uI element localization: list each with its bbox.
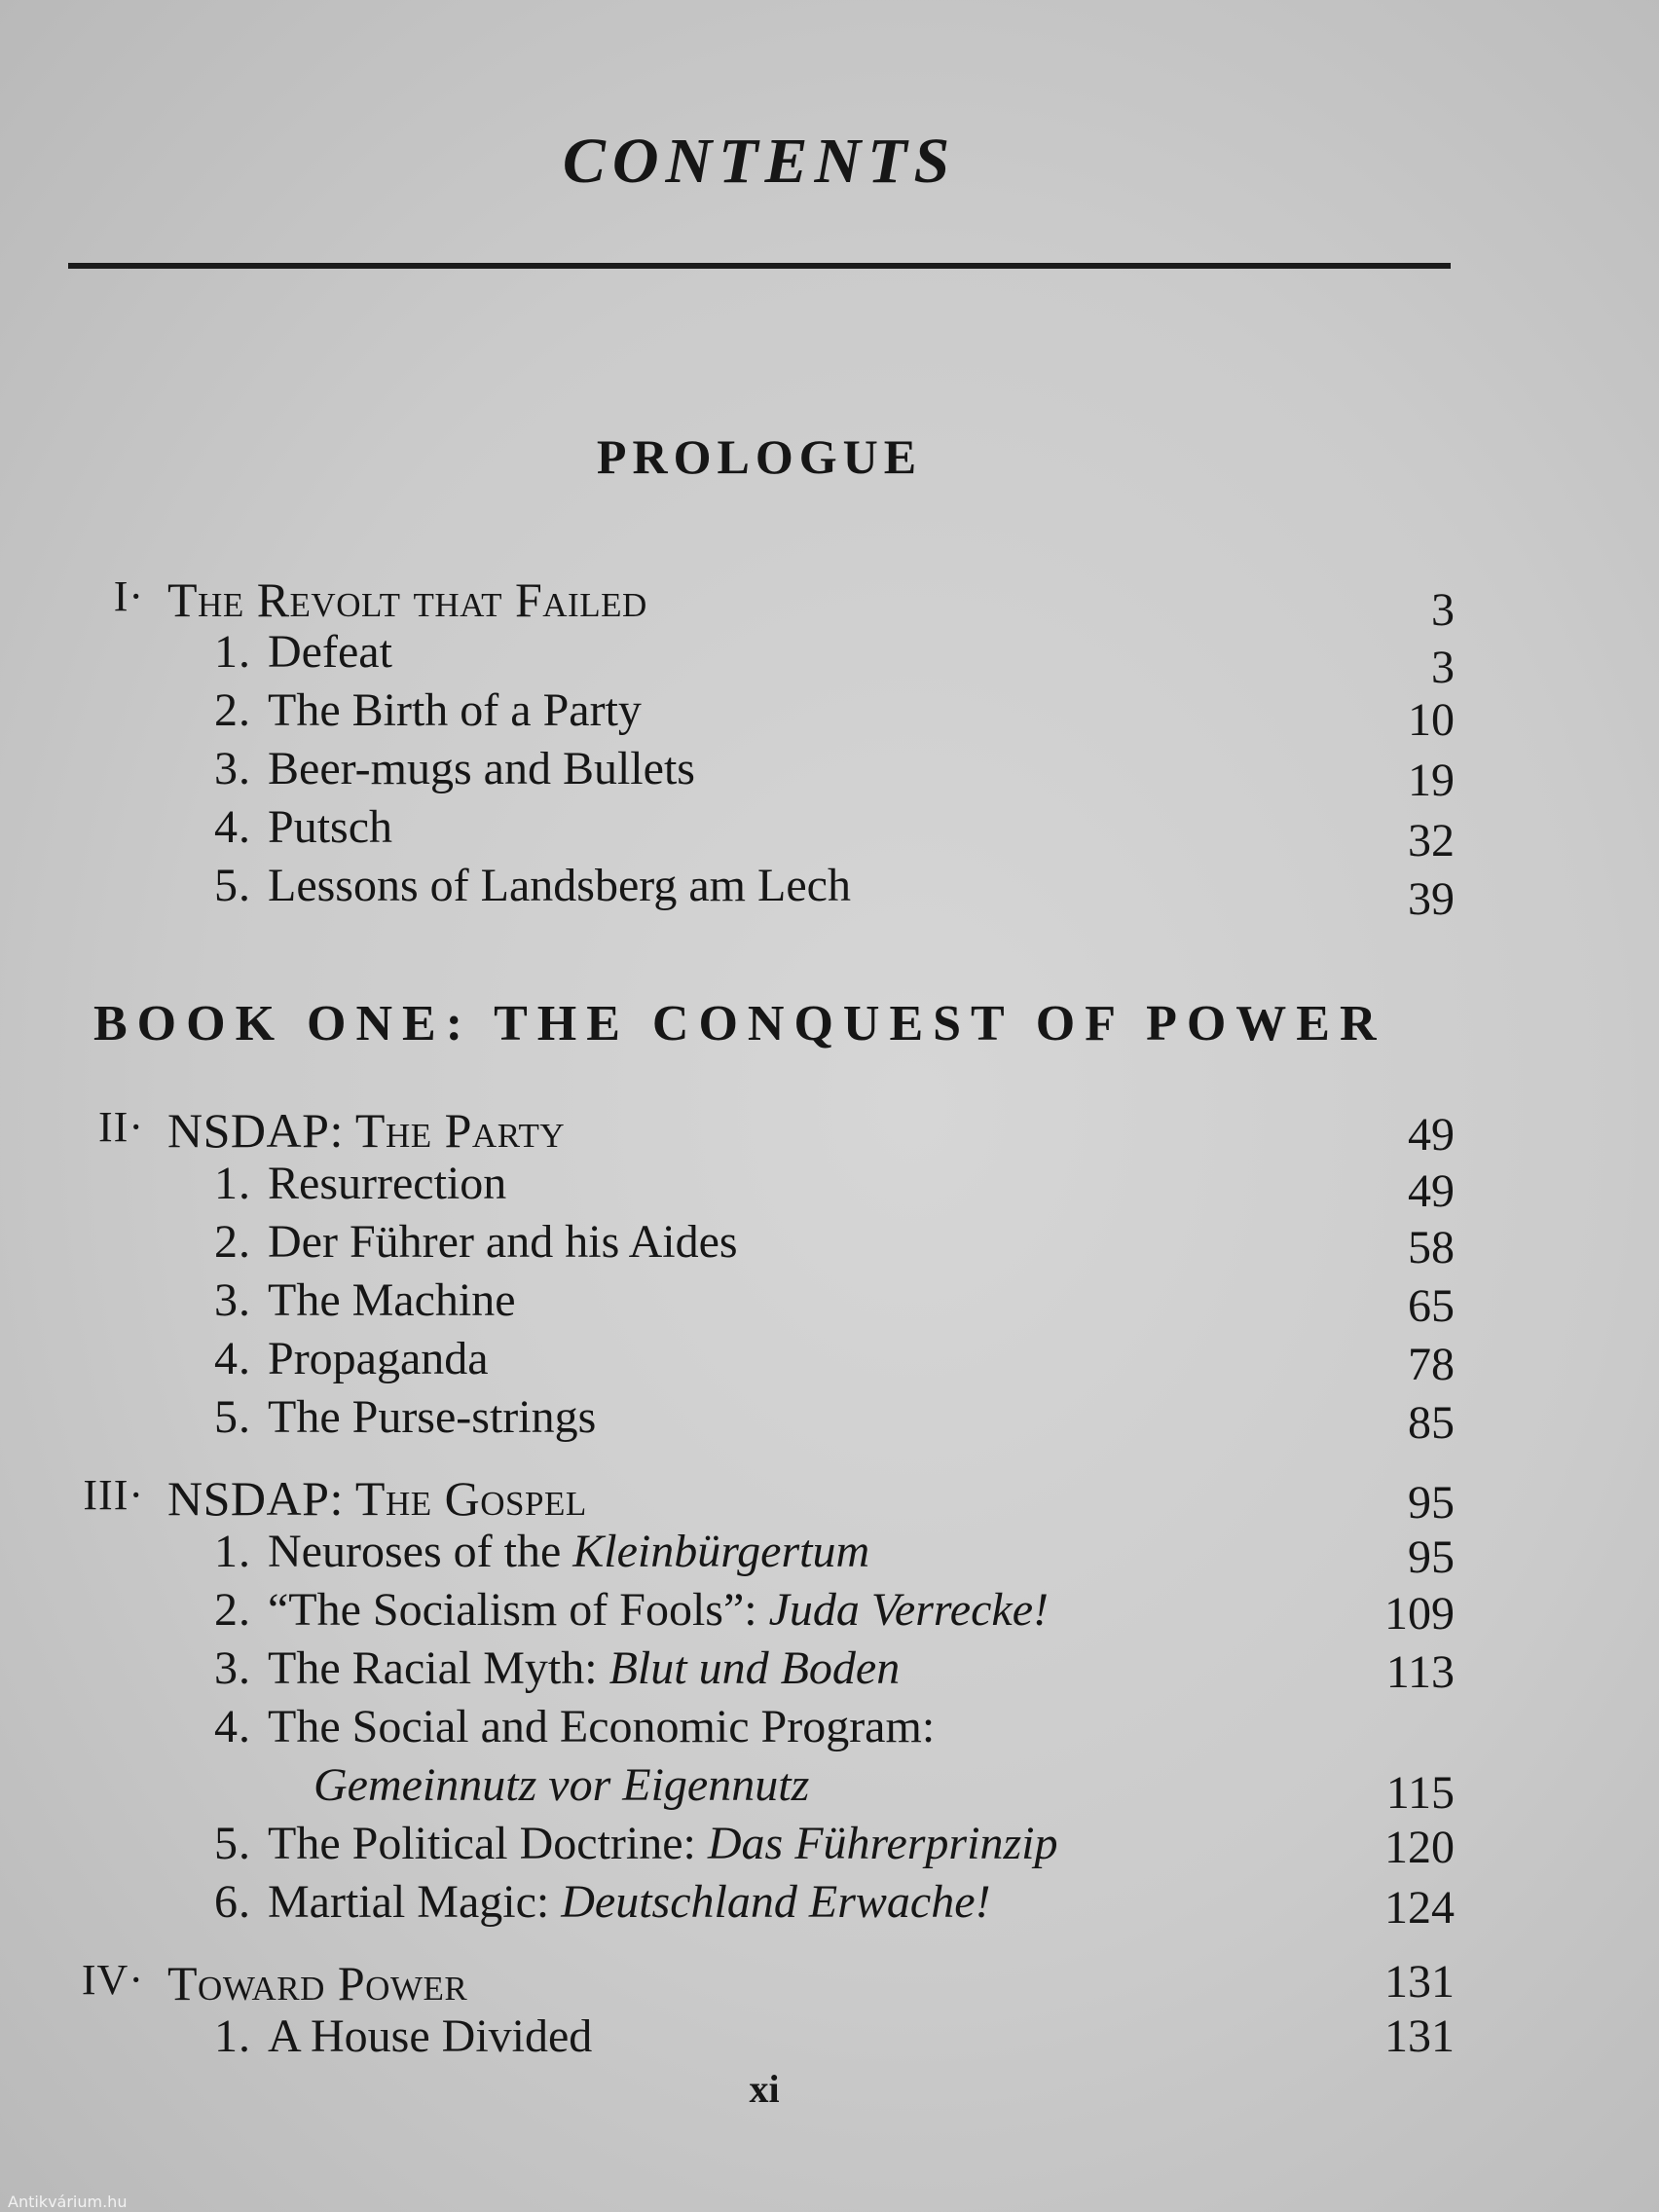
section-continuation <box>0 1758 1659 1817</box>
section-number: 3. <box>214 743 251 794</box>
section-title-italic: Das Führerprinzip <box>707 1818 1058 1869</box>
section-title-italic: Deutschland Erwache! <box>561 1876 991 1928</box>
section-entry <box>0 1817 1659 1875</box>
section-title-text: The Political Doctrine: <box>268 1818 708 1869</box>
section-title: Putsch <box>268 801 393 853</box>
section-title: Resurrection <box>268 1158 507 1209</box>
title-rule <box>68 263 1451 269</box>
section-title-italic: Juda Verrecke! <box>768 1584 1049 1636</box>
chapter-entry <box>0 571 1659 636</box>
section-title <box>268 1583 1049 1637</box>
section-entry <box>0 1525 1659 1583</box>
chapter-title: The Revolt that Failed <box>167 572 647 627</box>
section-title: The Purse-strings <box>268 1391 597 1443</box>
section-title <box>268 1817 1057 1870</box>
chapter-entry <box>0 1955 1659 2013</box>
section-entry <box>0 625 1659 693</box>
section-entry <box>0 800 1659 866</box>
section-title-text: Neuroses of the <box>268 1526 573 1577</box>
section-number: 1. <box>214 626 251 678</box>
section-number: 2. <box>214 1216 251 1268</box>
section-title: The Machine <box>268 1274 516 1326</box>
page-number: 32 <box>1408 815 1455 866</box>
page-number: 95 <box>1408 1531 1455 1583</box>
section-number: 1. <box>214 1158 251 1209</box>
section-number: 5. <box>214 860 251 911</box>
chapter-title: NSDAP: The Gospel <box>167 1471 587 1526</box>
section-number: 5. <box>214 1818 251 1869</box>
section-title: Lessons of Landsberg am Lech <box>268 860 851 911</box>
page-title: CONTENTS <box>562 126 957 197</box>
section-title <box>268 1875 990 1929</box>
page-number: 131 <box>1384 1956 1455 2008</box>
page-number: 65 <box>1408 1280 1455 1332</box>
section-title <box>268 1641 900 1695</box>
page-number: 49 <box>1408 1165 1455 1217</box>
page-number: 109 <box>1384 1588 1455 1640</box>
section-title: The Birth of a Party <box>268 684 642 736</box>
page-number: 39 <box>1408 873 1455 925</box>
chapter-title: Toward Power <box>167 1956 468 2010</box>
section-title <box>268 1525 869 1578</box>
section-number: 2. <box>214 684 251 736</box>
chapter-number: I· <box>113 572 144 620</box>
section-entry <box>0 1157 1659 1215</box>
section-number: 3. <box>214 1274 251 1326</box>
section-title: The Social and Economic Program: <box>268 1701 936 1752</box>
chapter-title: NSDAP: The Party <box>167 1103 566 1158</box>
page-number: 19 <box>1408 755 1455 806</box>
section-entry <box>0 1641 1659 1700</box>
page-number: 120 <box>1384 1822 1455 1873</box>
section-entry <box>0 859 1659 925</box>
section-entry <box>0 1215 1659 1273</box>
page-number: 49 <box>1408 1109 1455 1161</box>
section-number: 6. <box>214 1876 251 1928</box>
section-entry <box>0 1273 1659 1332</box>
chapter-number: II· <box>98 1103 144 1151</box>
section-entry <box>0 1332 1659 1390</box>
section-entry <box>0 1875 1659 1934</box>
section-entry <box>0 742 1659 806</box>
section-title-text: The Racial Myth: <box>268 1642 609 1694</box>
section-number: 5. <box>214 1391 251 1443</box>
page-number: 3 <box>1431 642 1455 693</box>
section-number: 2. <box>214 1584 251 1636</box>
section-title-text: Martial Magic: <box>268 1876 562 1928</box>
section-title: Propaganda <box>268 1333 489 1384</box>
section-title-italic: Blut und Boden <box>608 1642 901 1694</box>
section-number: 4. <box>214 1701 251 1752</box>
section-title-text: “The Socialism of Fools”: <box>268 1584 769 1636</box>
section-title: Beer-mugs and Bullets <box>268 743 695 794</box>
page-number: 78 <box>1408 1339 1455 1390</box>
page-number: 58 <box>1408 1222 1455 1273</box>
chapter-entry <box>0 1102 1659 1161</box>
section-title: Defeat <box>268 626 392 678</box>
chapter-entry <box>0 1470 1659 1529</box>
page-number: 115 <box>1385 1767 1455 1819</box>
prologue-heading: PROLOGUE <box>596 429 923 484</box>
section-number: 3. <box>214 1642 251 1694</box>
section-title: A House Divided <box>268 2010 593 2062</box>
page-number: 3 <box>1431 584 1455 636</box>
section-entry <box>0 683 1659 746</box>
chapter-number: III· <box>83 1471 144 1519</box>
section-entry <box>0 1583 1659 1641</box>
section-title-continuation: Gemeinnutz vor Eigennutz <box>313 1759 810 1811</box>
page-number: 131 <box>1384 2010 1455 2062</box>
watermark: Antikvárium.hu <box>8 2193 128 2211</box>
page-number: 85 <box>1408 1397 1455 1449</box>
section-entry <box>0 2009 1659 2068</box>
section-entry <box>0 1700 1659 1758</box>
book-one-heading: BOOK ONE: THE CONQUEST OF POWER <box>93 996 1386 1051</box>
section-number: 4. <box>214 1333 251 1384</box>
page-folio: xi <box>749 2067 780 2111</box>
section-number: 1. <box>214 1526 251 1577</box>
section-title: Der Führer and his Aides <box>268 1216 738 1268</box>
page-number: 113 <box>1385 1646 1455 1698</box>
chapter-number: IV· <box>81 1956 144 2004</box>
page-number: 95 <box>1408 1477 1455 1529</box>
page-number: 124 <box>1384 1882 1455 1934</box>
section-title-italic: Kleinbürgertum <box>572 1526 870 1577</box>
section-number: 4. <box>214 801 251 853</box>
section-entry <box>0 1390 1659 1449</box>
page-number: 10 <box>1408 694 1455 746</box>
section-number: 1. <box>214 2010 251 2062</box>
